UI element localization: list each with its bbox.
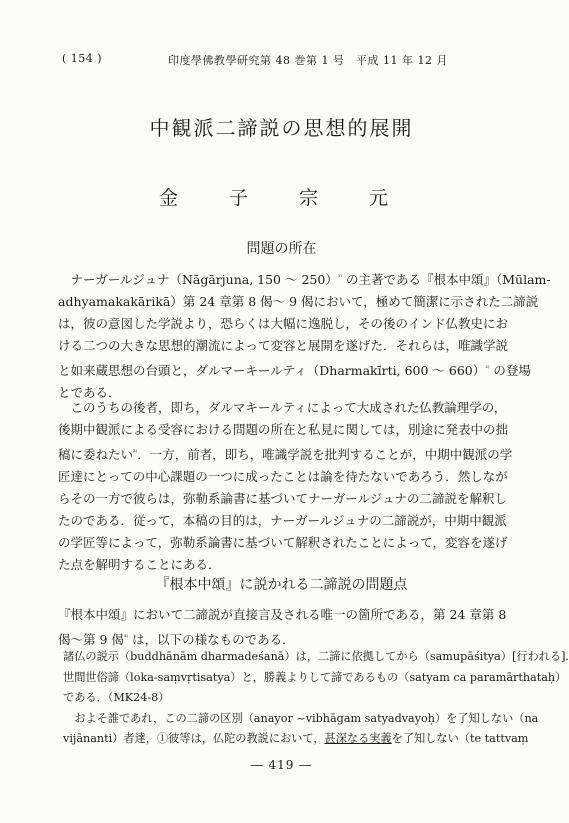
text-line: の学匠等によって，弥勒系論書に基づいて解釈されたことによって，変容を遂げ	[58, 535, 508, 550]
body-paragraph-2	[58, 397, 526, 576]
text-line: は，彼の意図した学説より，恐らくは大幅に逸脱し，その後のインド仏教史にお	[58, 316, 509, 331]
quote-line: およそ誰であれ，この二諦の区別（anayor ~vibhāgam satyadvayoḥ）を了知しない（na	[63, 711, 539, 725]
text-line: 匠達にとっての中心課題の一つに成ったことは論を待たないであろう．然しなが	[58, 469, 508, 484]
footnote-ref: ³⁾	[133, 448, 138, 456]
text-line: adhyamakakārikā）第 24 章第 8 偈～ 9 偈において，極めて簡潔に示された二諦説	[58, 294, 539, 309]
page-number-header: ( 154 )	[62, 52, 103, 65]
footnote-ref: ²⁾	[485, 364, 490, 372]
text-line: らその一方で彼らは，弥勒系論書に基づいてナーガールジュナの二諦説を解釈し	[58, 491, 507, 506]
page-footer-number: ― 419 ―	[250, 758, 313, 772]
text-line: とである．	[58, 385, 121, 400]
section-heading-two-truths: 『根本中頌』に説かれる二諦説の問題点	[155, 577, 408, 593]
paper-title: 中観派二諦説の思想的展開	[149, 116, 414, 140]
text-line: このうちの後者，即ち，ダルマキールティによって大成された仏教論理学の，	[58, 400, 507, 415]
underlined-term: 甚深なる実義	[324, 732, 392, 745]
text-line: 後期中観派による受容における問題の所在と私見に関しては，別途に発表中の拙	[58, 422, 509, 437]
footnote-ref: ¹⁾	[337, 273, 343, 281]
text-line: 『根本中頌』において二諦説が直接言及される唯一の箇所である，第 24 章第 8	[58, 607, 507, 622]
text-line: た点を解明することにある．	[58, 557, 221, 572]
section-heading-problem: 問題の所在	[246, 241, 317, 257]
footnote-ref: ⁴⁾	[123, 633, 129, 641]
quotation-block	[63, 647, 569, 750]
text-line: と如来蔵思想の台頭と，ダルマーキールティ（Dharmakīrti, 600 ～ 660）$^{^{2)}}$ の登場	[58, 363, 531, 378]
text-line: ナーガールジュナ（Nāgārjuna, 150 ～ 250）$^{^{1)}}$ の主著である『根本中頌』（Mūlam-	[70, 272, 551, 287]
author-name: 金 子 宗 元	[158, 187, 404, 209]
quote-line: である．（MK24-8）	[63, 691, 170, 704]
text-line: たのである．従って，本稿の目的は，ナーガールジュナの二諦説が，中期中観派	[58, 513, 507, 528]
text-line: 稿に委ねたい$^{^{3)}}$．一方，前者，即ち，唯識学説を批判することが，中期中観派の学	[58, 447, 513, 462]
body-paragraph-3	[58, 604, 526, 651]
body-paragraph-1	[58, 266, 551, 404]
quote-line: 世間世俗諦（loka-saṃvṛtisatya）と，勝義よりして諦であるもの（satyam ca paramārthataḥ）	[63, 670, 567, 684]
journal-header: 印度學佛教學研究第 48 巻第 1 号 平成 11 年 12 月	[168, 54, 448, 67]
text-line: 偈～第 9 偈$^{^{4)}}$ は，以下の様なものである．	[58, 632, 295, 647]
quote-line: vijānanti）者達，①彼等は，仏陀の教説において，甚深なる実義を了知しない（te tattvaṃ	[63, 732, 529, 745]
text-line: ける二つの大きな思想的潮流によって変容と展開を遂げた．それらは，唯識学説	[58, 338, 509, 353]
quote-line: 諸仏の説示（buddhānām dharmadeśanā）は，二諦に依拠してから（samupāśitya）[行われる].	[63, 650, 569, 663]
